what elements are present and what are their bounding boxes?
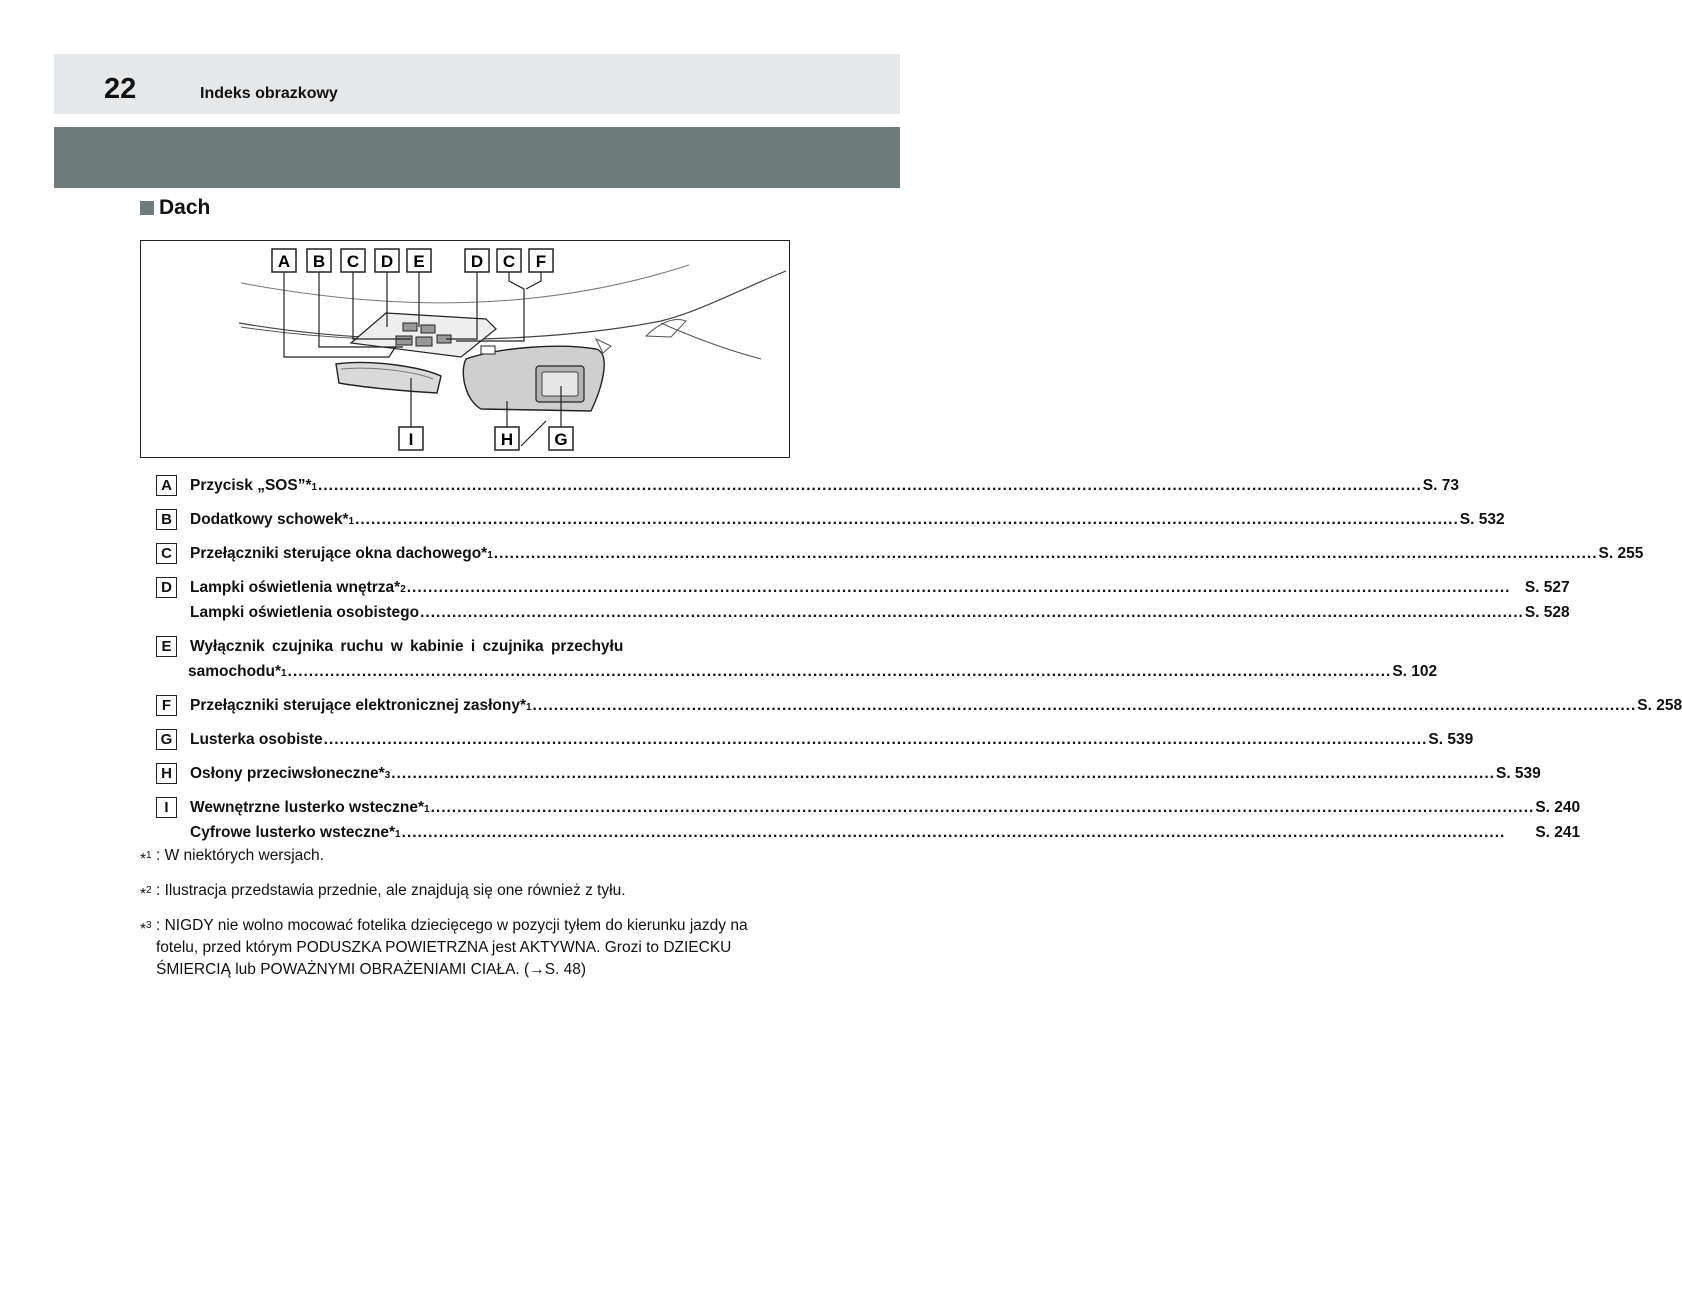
page-reference-link[interactable]: S. 532 — [1459, 511, 1505, 528]
figure-bottom-labels — [399, 427, 573, 450]
legend-letter: I — [156, 797, 177, 818]
item-name: Przełączniki sterujące okna dachowego* — [190, 545, 488, 562]
item-name: Lampki oświetlenia osobistego — [190, 604, 420, 621]
page-reference-link[interactable]: S. 240 — [1535, 799, 1581, 816]
page-reference-link[interactable]: S. 255 — [1598, 545, 1644, 562]
page-reference-link[interactable]: S. 539 — [1495, 765, 1541, 782]
page-reference-link[interactable]: S. 73 — [1422, 477, 1459, 494]
legend-entry-a — [156, 473, 1459, 498]
section-heading — [140, 197, 210, 218]
figure-label-e: E — [413, 252, 425, 271]
roof-illustration — [140, 240, 790, 458]
legend-line: Przycisk „SOS”* 1 ..... S. 73 — [190, 473, 1459, 498]
item-name: Przycisk „SOS”* — [190, 477, 312, 494]
legend-line: Lampki oświetlenia wnętrza* 2 ..... S. 527 — [190, 575, 1570, 600]
figure-label-c2: C — [502, 252, 516, 271]
figure-label-d: D — [380, 252, 394, 271]
figure-label-g: G — [554, 430, 568, 449]
page-reference-link[interactable]: S. 241 — [1535, 824, 1581, 841]
legend-letter: C — [156, 543, 177, 564]
item-name: samochodu* — [188, 663, 282, 680]
item-name: Cyfrowe lusterko wsteczne* — [190, 824, 396, 841]
page-reference-link[interactable]: S. 527 — [1524, 579, 1570, 596]
item-name: Dodatkowy schowek* — [190, 511, 349, 528]
figure-top-labels — [272, 249, 553, 272]
legend-entry-f — [156, 693, 1682, 718]
item-name: Przełączniki sterujące elektronicznej zasłony* — [190, 697, 526, 714]
legend-line — [190, 727, 1473, 752]
legend-letter: E — [156, 636, 177, 657]
footnote-text: : NIGDY nie wolno mocować fotelika dziecięcego w pozycji tyłem do kierunku jazdy na fotelu, przed którym PODUSZKA POWIETRZNA jest AKTYWNA. Grozi to DZIECKU ŚMIERCIĄ lub POWAŻNYMI OBRAŻENIAMI CIAŁA. (→S. 48) — [156, 917, 748, 979]
legend-line: samochodu* 1 ..... S. 102 — [188, 659, 1437, 684]
legend-line: Dodatkowy schowek* 1 ..... S. 532 — [190, 507, 1505, 532]
legend-entry-b — [156, 507, 1505, 532]
legend-line: Osłony przeciwsłoneczne* 3 ..... S. 539 — [190, 761, 1541, 786]
item-name: Osłony przeciwsłoneczne* — [190, 765, 385, 782]
page-number: 22 — [104, 73, 137, 105]
figure-label-a: A — [277, 252, 291, 271]
legend-letter: G — [156, 729, 177, 750]
legend-letter: D — [156, 577, 177, 598]
legend-entry-g — [156, 727, 1474, 752]
legend-entry-i — [156, 795, 1581, 845]
figure-label-h: H — [500, 430, 514, 449]
roof-drawing — [141, 241, 788, 456]
footnote-mark: 1 — [146, 850, 152, 861]
item-name: Wewnętrzne lusterko wsteczne* — [190, 799, 425, 816]
legend-entries — [156, 473, 1682, 854]
figure-label-b: B — [312, 252, 326, 271]
legend-entry-e — [156, 634, 1438, 684]
legend-line: Przełączniki sterujące okna dachowego* 1 ..... S. 255 — [190, 541, 1643, 566]
page-reference-link[interactable]: S. 102 — [1392, 663, 1438, 680]
legend-entry-d — [156, 575, 1570, 625]
page-reference-link[interactable]: S. 528 — [1524, 604, 1570, 621]
footnote-text: : Ilustracja przedstawia przednie, ale znajdują się one również z tyłu. — [156, 882, 626, 900]
legend-line: Przełączniki sterujące elektronicznej zasłony* 1 ..... S. 258 — [190, 693, 1682, 718]
legend-entry-h — [156, 761, 1541, 786]
legend-line — [190, 634, 1437, 659]
page-reference-link[interactable]: S. 539 — [1428, 731, 1474, 748]
legend-entry-c — [156, 541, 1644, 566]
header-bar — [54, 54, 900, 114]
footnote: *$^3$ : NIGDY nie wolno mocować fotelika dziecięcego w pozycji tyłem do kierunku jazdy na fotelu, przed którym PODUSZKA POWIETRZNA jest AKTYWNA. Grozi to DZIECKU ŚMIERCIĄ lub POWAŻNYMI OBRAŻENIAMI CIAŁA. (→S. 48) — [140, 915, 780, 981]
footnote-mark: 2 — [146, 885, 152, 897]
legend-line: Cyfrowe lusterko wsteczne* 1 ..... S. 241 — [190, 820, 1580, 845]
section-heading-text: Dach — [159, 196, 211, 219]
section-band — [54, 127, 900, 188]
footnote-text: : W niektórych wersjach. — [156, 847, 324, 864]
legend-line — [190, 600, 1570, 625]
legend-letter: H — [156, 763, 177, 784]
footnote: *$^1$ : W niektórych wersjach. — [140, 845, 780, 871]
item-name: Wyłącznik czujnika ruchu w kabinie i czujnika przechyłu — [190, 638, 624, 655]
item-name: Lampki oświetlenia wnętrza* — [190, 579, 401, 596]
figure-label-i: I — [408, 430, 414, 449]
item-name: Lusterka osobiste — [190, 731, 323, 748]
legend-letter: F — [156, 695, 177, 716]
square-bullet-icon — [140, 201, 154, 215]
footnotes — [140, 845, 780, 990]
figure-label-f: F — [535, 252, 547, 271]
legend-letter: A — [156, 475, 177, 496]
figure-label-d2: D — [470, 252, 484, 271]
footnote: *$^2$ : Ilustracja przedstawia przednie, ale znajdują się one również z tyłu. — [140, 880, 780, 906]
figure-label-c: C — [346, 252, 360, 271]
page-title: Indeks obrazkowy — [200, 85, 338, 102]
legend-letter: B — [156, 509, 177, 530]
page-reference-link[interactable]: S. 258 — [1637, 697, 1682, 714]
legend-line: Wewnętrzne lusterko wsteczne* 1 ..... S. 240 — [190, 795, 1580, 820]
footnote-mark: 3 — [146, 920, 152, 932]
